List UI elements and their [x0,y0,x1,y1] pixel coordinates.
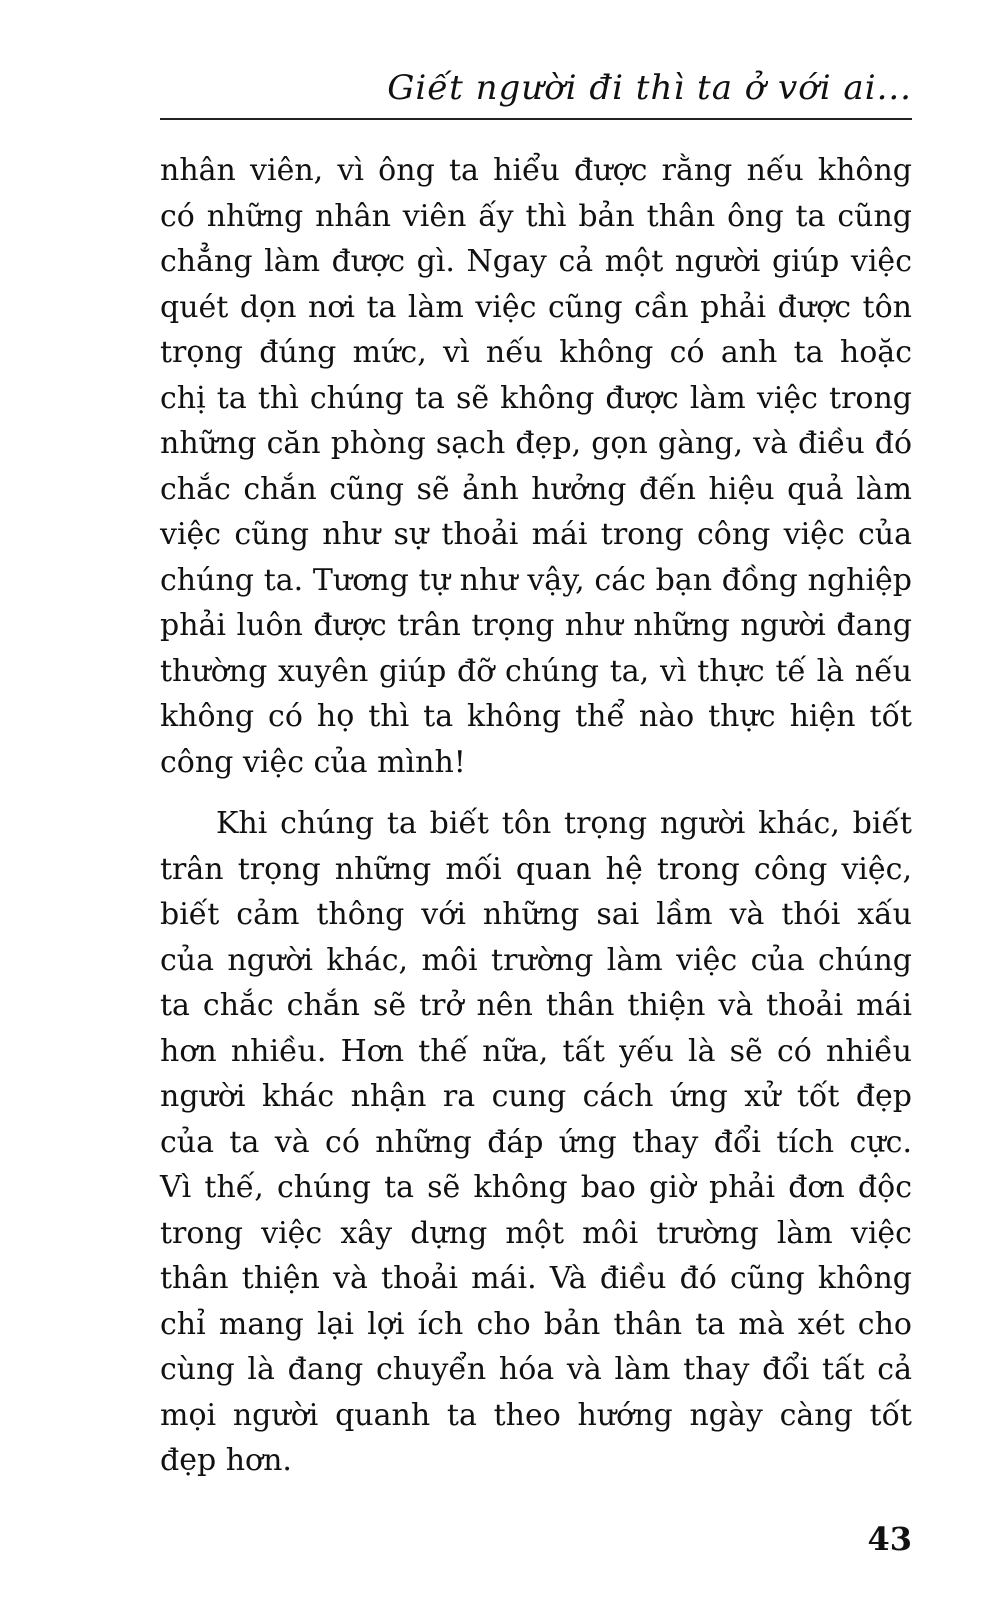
text-line: chị ta thì chúng ta sẽ không được làm việc trong [160,380,912,416]
text-line: có những nhân viên ấy thì bản thân ông ta cũng [160,198,912,234]
text-line: chắc chắn cũng sẽ ảnh hưởng đến hiệu quả làm [160,471,912,507]
text-line: công việc của mình! [160,744,466,780]
text-line: chúng ta. Tương tự như vậy, các bạn đồng nghiệp [160,562,912,598]
text-line: phải luôn được trân trọng như những người đang [160,608,912,643]
text-line: ta chắc chắn sẽ trở nên thân thiện và thoải mái [160,988,912,1023]
text-line: Khi chúng ta biết tôn trọng người khác, biết [216,806,912,841]
text-line: biết cảm thông với những sai lầm và thói xấu [160,897,912,932]
paragraph-2 [160,801,912,1484]
text-line: của ta và có những đáp ứng thay đổi tích cực. [160,1124,912,1160]
text-line: mọi người quanh ta theo hướng ngày càng tốt [160,1397,912,1433]
text-line: đẹp hơn. [160,1443,292,1478]
header-rule [160,118,912,120]
text-line: hơn nhiều. Hơn thế nữa, tất yếu là sẽ có nhiều [160,1033,912,1069]
text-line: cùng là đang chuyển hóa và làm thay đổi tất cả [160,1352,912,1387]
text-line: trân trọng những mối quan hệ trong công việc, [160,851,912,887]
text-line: người khác nhận ra cung cách ứng xử tốt đẹp [160,1079,912,1114]
page-number: 43 [867,1520,912,1558]
running-header: Giết người đi thì ta ở với ai... [387,68,912,108]
text-line: nhân viên, vì ông ta hiểu được rằng nếu không [160,153,912,188]
page-body [160,148,912,1484]
text-line: quét dọn nơi ta làm việc cũng cần phải được tôn [160,289,912,325]
text-line: không có họ thì ta không thể nào thực hiện tốt [160,699,912,734]
text-line: chỉ mang lại lợi ích cho bản thân ta mà xét cho [160,1306,912,1342]
paragraph-1 [160,148,912,785]
paragraph-gap [160,785,912,801]
text-line: của người khác, môi trường làm việc của chúng [160,942,912,978]
text-line: trong việc xây dựng một môi trường làm việc [160,1215,912,1251]
text-line: việc cũng như sự thoải mái trong công việc của [160,517,912,552]
text-line: trọng đúng mức, vì nếu không có anh ta hoặc [160,335,912,370]
text-line: những căn phòng sạch đẹp, gọn gàng, và điều đó [160,426,912,461]
text-line: thân thiện và thoải mái. Và điều đó cũng không [160,1261,912,1296]
text-line: thường xuyên giúp đỡ chúng ta, vì thực tế là nếu [160,653,912,689]
text-line: chẳng làm được gì. Ngay cả một người giúp việc [160,244,912,279]
text-line: Vì thế, chúng ta sẽ không bao giờ phải đơn độc [160,1170,912,1205]
